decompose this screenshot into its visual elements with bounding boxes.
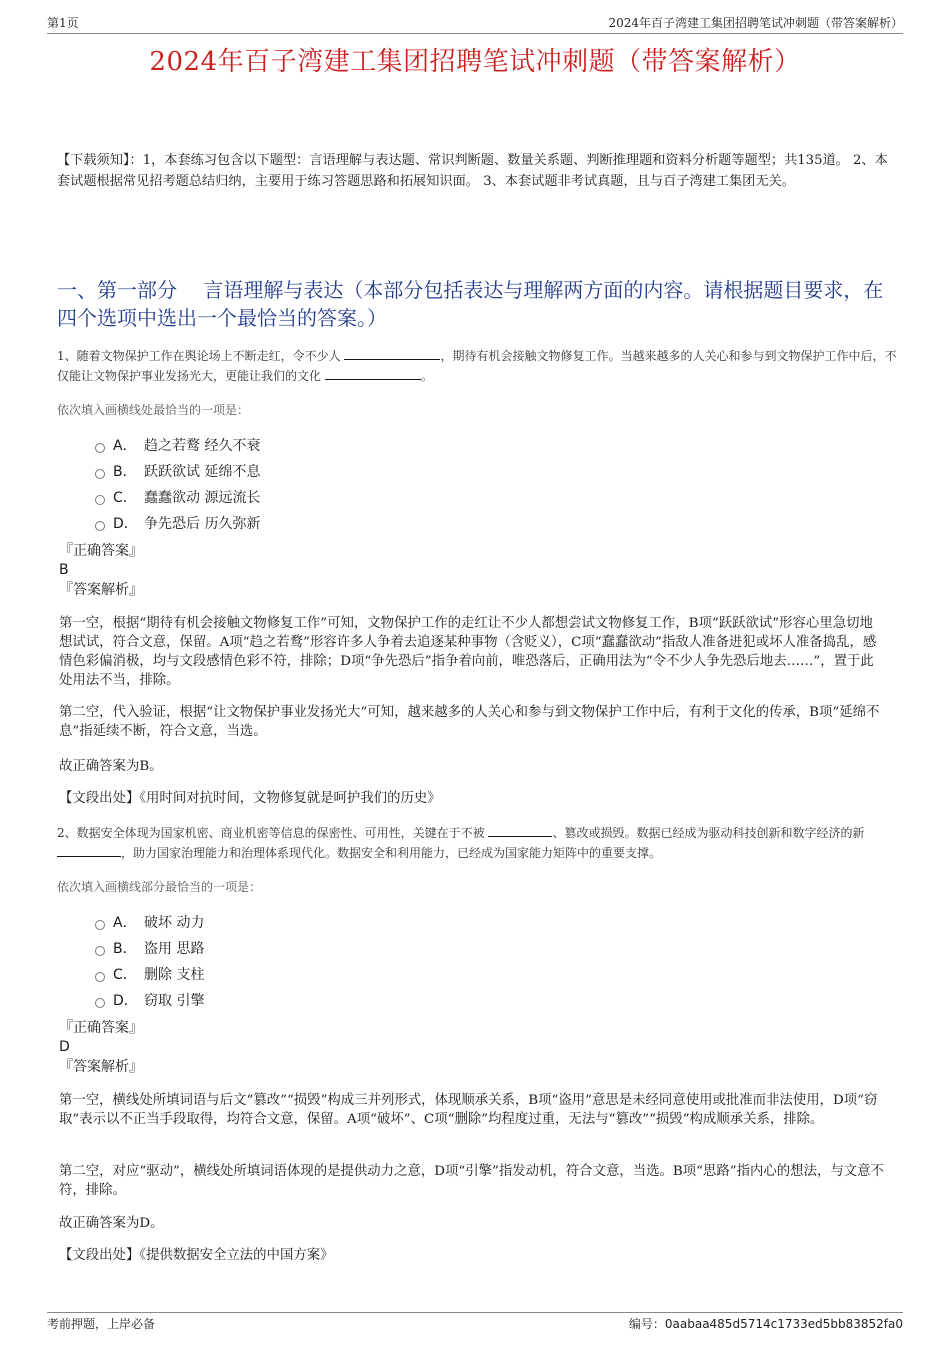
correct-answer: D	[59, 1039, 70, 1055]
section-heading: 一、第一部分 言语理解与表达（本部分包括表达与理解两方面的内容。请根据题目要求，在四个选项中选出一个最恰当的答案。）	[57, 278, 884, 330]
analysis-label: 『答案解析』	[59, 582, 143, 598]
analysis-label: 『答案解析』	[59, 1059, 143, 1075]
option-text: 删除 支柱	[144, 967, 205, 983]
question-2-instruction: 依次填入画横线部分最恰当的一项是：	[57, 880, 262, 894]
fill-blank	[325, 367, 421, 380]
option-text: 窃取 引擎	[144, 993, 205, 1009]
header-doc-title: 2024年百子湾建工集团招聘笔试冲刺题（带答案解析）	[608, 16, 903, 30]
radio-icon[interactable]	[95, 946, 105, 956]
option-letter: B．	[113, 464, 137, 480]
question-1-stem	[57, 346, 899, 386]
option-letter: C．	[113, 967, 137, 983]
radio-icon[interactable]	[95, 972, 105, 982]
radio-icon[interactable]	[95, 443, 105, 453]
option-b[interactable]	[95, 459, 260, 485]
question-1-options	[95, 433, 260, 537]
option-a[interactable]	[95, 433, 260, 459]
question-stem-text: 2、数据安全体现为国家机密、商业机密等信息的保密性、可用性，关键在于不被	[57, 826, 489, 840]
answer-label: 『正确答案』	[59, 543, 143, 559]
option-text: 破坏 动力	[144, 915, 205, 931]
answer-label: 『正确答案』	[59, 1020, 143, 1036]
option-c[interactable]	[95, 962, 204, 988]
radio-icon[interactable]	[95, 495, 105, 505]
page-footer	[47, 1312, 903, 1333]
option-b[interactable]	[95, 936, 204, 962]
footer-code-label: 编号：	[628, 1317, 665, 1331]
footer-code	[629, 1314, 903, 1334]
analysis-paragraph: 第一空，根据“期待有机会接触文物修复工作”可知，文物保护工作的走红让不少人都想尝试文物修复工作，B项“跃跃欲试”形容心里急切地想试试，符合文意，保留。A项“趋之若鹜”形容许多人争着去追逐某种事物（含贬义），C项“蠢蠢欲动”指敌人准备进犯或坏人准备捣乱，感情色彩偏消极，均与文段感情色彩不符，排除；D项“争先恐后”指争着向前，唯恐落后，正确用法为“令不少人争先恐后地去……”，置于此处用法不当，排除。	[59, 616, 877, 688]
question-2-stem	[57, 823, 899, 863]
download-notice: 【下载须知】：1，本套练习包含以下题型：言语理解与表达题、常识判断题、数量关系题、判断推理题和资料分析题等题型；共135道。 2、本套试题根据常见招考题总结归纳，主要用于练习答题思路和拓展知识面。 3、本套试题非考试真题，且与百子湾建工集团无关。	[57, 153, 888, 189]
radio-icon[interactable]	[95, 521, 105, 531]
page-header	[47, 14, 903, 34]
question-1-instruction: 依次填入画横线处最恰当的一项是：	[57, 403, 250, 417]
source-citation: 【文段出处】《提供数据安全立法的中国方案》	[59, 1248, 334, 1263]
option-text: 争先恐后 历久弥新	[144, 516, 261, 532]
option-letter: A．	[113, 438, 137, 454]
option-letter: D．	[113, 993, 138, 1009]
option-letter: C．	[113, 490, 137, 506]
footer-code-value: 0aabaa485d5714c1733ed5bb83852fa0	[664, 1317, 903, 1331]
question-2-options	[95, 910, 204, 1014]
question-stem-text: 、篡改或损毁。数据已经成为驱动科技创新和数字经济的新	[552, 826, 865, 840]
option-text: 跃跃欲试 延绵不息	[144, 464, 261, 480]
option-text: 盗用 思路	[144, 941, 205, 957]
analysis-conclusion: 故正确答案为D。	[59, 1216, 164, 1231]
option-letter: A．	[113, 915, 137, 931]
option-letter: B．	[113, 941, 137, 957]
fill-blank	[57, 844, 121, 857]
document-title: 2024年百子湾建工集团招聘笔试冲刺题（带答案解析）	[149, 47, 801, 77]
analysis-conclusion: 故正确答案为B。	[59, 759, 163, 774]
question-stem-text: ，期待有机会接触文物修复工作。当越来越多的人关心和参与到文物保护工作中后，不仅能让文物保护事业发扬光大，更能让我们的文化	[57, 349, 897, 383]
question-stem-text: 。	[420, 369, 433, 383]
question-stem-text: 1、随着文物保护工作在舆论场上不断走红，令不少人	[57, 349, 345, 363]
radio-icon[interactable]	[95, 920, 105, 930]
option-a[interactable]	[95, 910, 204, 936]
footer-slogan: 考前押题，上岸必备	[47, 1317, 156, 1331]
option-letter: D．	[113, 516, 138, 532]
question-stem-text: ，助力国家治理能力和治理体系现代化。数据安全和利用能力，已经成为国家能力矩阵中的重要支撑。	[121, 846, 662, 860]
option-d[interactable]	[95, 988, 204, 1014]
option-c[interactable]	[95, 485, 260, 511]
page-number: 第1页	[47, 16, 79, 30]
analysis-paragraph: 第二空，对应“驱动”，横线处所填词语体现的是提供动力之意，D项“引擎”指发动机，符合文意，当选。B项“思路”指内心的想法，与文意不符，排除。	[59, 1164, 884, 1198]
analysis-paragraph: 第二空，代入验证，根据“让文物保护事业发扬光大”可知，越来越多的人关心和参与到文物保护工作中后，有利于文化的传承，B项“延绵不息”指延续不断，符合文意，当选。	[59, 705, 880, 739]
radio-icon[interactable]	[95, 469, 105, 479]
fill-blank	[344, 347, 440, 360]
correct-answer: B	[59, 562, 69, 578]
analysis-paragraph: 第一空，横线处所填词语与后文“篡改”“损毁”构成三并列形式，体现顺承关系，B项“盗用”意思是未经同意使用或批准而非法使用，D项“窃取”表示以不正当手段取得，均符合文意，保留。A项“破坏”、C项“删除”均程度过重，无法与“篡改”“损毁”构成顺承关系，排除。	[59, 1093, 878, 1127]
radio-icon[interactable]	[95, 998, 105, 1008]
source-citation: 【文段出处】《用时间对抗时间，文物修复就是呵护我们的历史》	[59, 791, 441, 806]
option-text: 蠢蠢欲动 源远流长	[144, 490, 261, 506]
option-text: 趋之若鹜 经久不衰	[144, 438, 261, 454]
option-d[interactable]	[95, 511, 260, 537]
fill-blank	[488, 824, 552, 837]
